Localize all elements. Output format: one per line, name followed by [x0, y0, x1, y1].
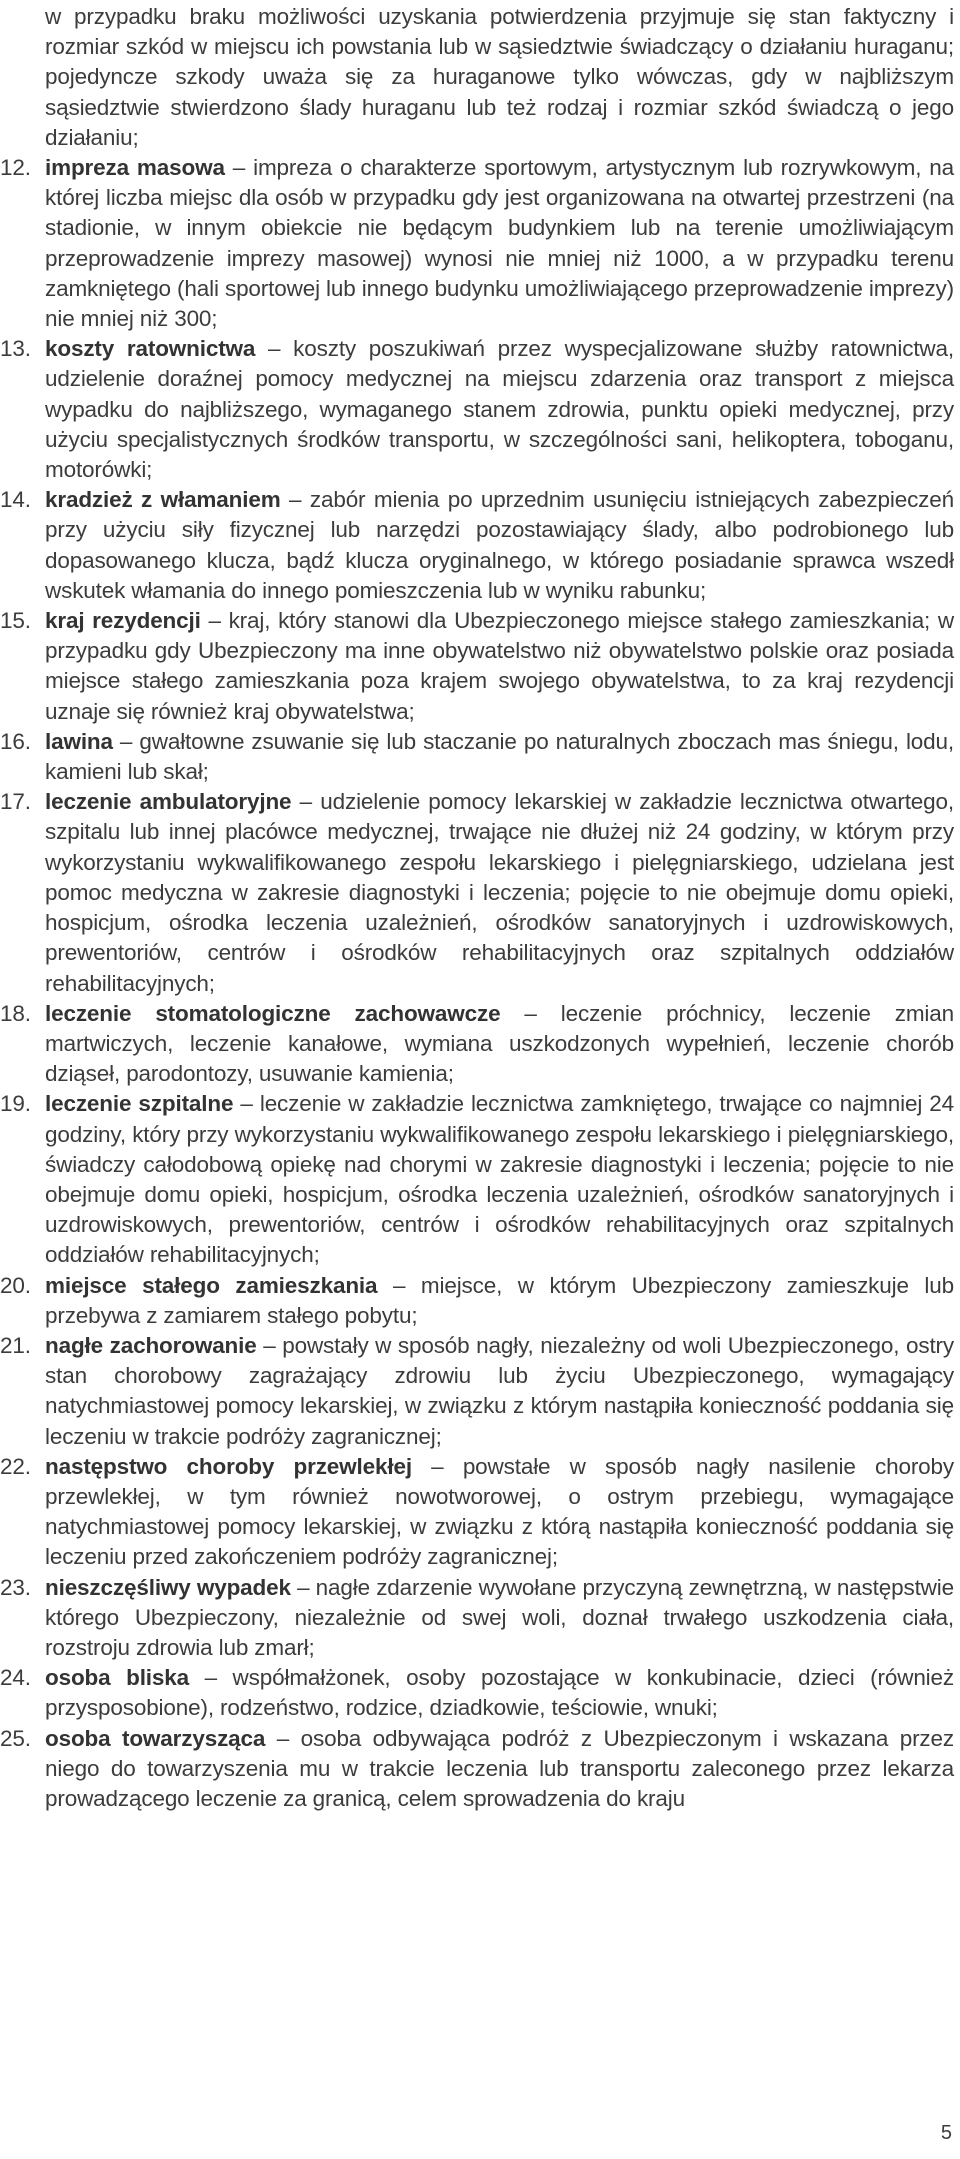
- definition-term: następstwo choroby przewlekłej: [45, 1453, 412, 1479]
- definition-text: – zabór mienia po uprzednim usunięciu istniejących zabezpieczeń przy użyciu siły fizycznej lub narzędzi pozostawiający ślady, albo podrobionego lub dopasowanego klucza, bądź klucza oryginalnego, w którego posiadanie sprawca wszedł wskutek włamania do innego pomieszczenia lub w wyniku rabunku;: [45, 487, 954, 603]
- definition-term: koszty ratownictwa: [45, 336, 256, 362]
- definition-text: – impreza o charakterze sportowym, artystycznym lub rozrywkowym, na której liczba miejsc dla osób w przypadku gdy jest organizowana na otwartej przestrzeni (na stadionie, w innym obiekcie nie będącym budynkiem lub na terenie umożliwiającym przeprowadzenie imprezy masowej) wynosi nie mniej niż 1000, a w przypadku terenu zamkniętego (hali sportowej lub innego budynku umożliwiającego przeprowadzenie imprezy) nie mniej niż 300;: [45, 155, 954, 332]
- definition-item: [0, 606, 954, 727]
- definition-item: [0, 334, 954, 485]
- definition-item: [0, 1724, 954, 1815]
- definition-number: 16.: [0, 728, 31, 754]
- definition-term: kradzież z włamaniem: [45, 487, 281, 513]
- definition-text: – powstały w sposób nagły, niezależny od woli Ubezpieczonego, ostry stan chorobowy zagrażający zdrowiu lub życiu Ubezpieczonego, wymagający natychmiastowej pomocy lekarskiej, w związku z którym nastąpiła konieczność poddania się leczeniu w trakcie podróży zagranicznej;: [45, 1332, 954, 1449]
- definition-text: – powstałe w sposób nagły nasilenie choroby przewlekłej, w tym również nowotworowej, o ostrym przebiegu, wymagające natychmiastowej pomocy lekarskiej, w związku z którą nastąpiła konieczność poddania się leczeniu przed zakończeniem podróży zagranicznej;: [45, 1453, 954, 1570]
- definition-number: 14.: [0, 487, 31, 513]
- definition-number: 20.: [0, 1272, 31, 1298]
- definition-item: [0, 1573, 954, 1664]
- definition-number: 18.: [0, 1000, 31, 1026]
- definition-text: – leczenie w zakładzie lecznictwa zamkniętego, trwające co najmniej 24 godziny, który przy wykorzystaniu wykwalifikowanego zespołu lekarskiego i pielęgniarskiego, świadczy całodobową opiekę nad chorymi w zakresie diagnostyki i leczenia; pojęcie to nie obejmuje domu opieki, hospicjum, ośrodka leczenia uzależnień, ośrodków sanatoryjnych i uzdrowiskowych, prewentoriów, centrów i ośrodków rehabilitacyjnych oraz szpitalnych oddziałów rehabilitacyjnych;: [45, 1091, 954, 1268]
- definition-number: 24.: [0, 1665, 31, 1691]
- intro-paragraph: w przypadku braku możliwości uzyskania potwierdzenia przyjmuje się stan faktyczny i rozmiar szkód w miejscu ich powstania lub w sąsiedztwie świadczący o działaniu huraganu; pojedyncze szkody uważa się za huraganowe tylko wówczas, gdy w najbliższym sąsiedztwie stwierdzono ślady huraganu lub też rodzaj i rozmiar szkód świadczą o jego działaniu;: [45, 4, 954, 150]
- definition-number: 12.: [0, 155, 31, 181]
- definition-text: – leczenie próchnicy, leczenie zmian martwiczych, leczenie kanałowe, wymiana uszkodzonych wypełnień, leczenie chorób dziąseł, parodontozy, usuwanie kamienia;: [45, 1000, 955, 1087]
- definition-item: [0, 1331, 954, 1452]
- definition-term: impreza masowa: [45, 155, 225, 181]
- definition-number: 15.: [0, 608, 31, 634]
- definition-term: kraj rezydencji: [45, 608, 201, 634]
- definition-number: 22.: [0, 1453, 31, 1479]
- definition-term: leczenie szpitalne: [45, 1091, 234, 1117]
- definition-number: 13.: [0, 336, 31, 362]
- definition-term: miejsce stałego zamieszkania: [45, 1272, 378, 1298]
- definition-item: [0, 153, 954, 334]
- definition-item: [0, 787, 954, 998]
- definition-text: – współmałżonek, osoby pozostające w konkubinacie, dzieci (również przysposobione), rodzeństwo, rodzice, dziadkowie, teściowie, wnuki;: [45, 1665, 954, 1721]
- definition-number: 19.: [0, 1091, 31, 1117]
- document-page: [0, 2, 955, 1814]
- definition-item: [0, 1271, 954, 1331]
- definition-term: leczenie ambulatoryjne: [45, 789, 292, 815]
- definition-item: [0, 999, 955, 1090]
- definition-text: – koszty poszukiwań przez wyspecjalizowane służby ratownictwa, udzielenie doraźnej pomocy medycznej na miejscu zdarzenia oraz transport z miejsca wypadku do najbliższego, wymaganego stanem zdrowia, punktu opieki medycznej, przy użyciu specjalistycznych środków transportu, w szczególności sani, helikoptera, toboganu, motorówki;: [45, 336, 954, 483]
- definition-term: osoba towarzysząca: [45, 1725, 266, 1751]
- definition-text: – miejsce, w którym Ubezpieczony zamieszkuje lub przebywa z zamiarem stałego pobytu;: [45, 1272, 954, 1328]
- definition-number: 25.: [0, 1725, 31, 1751]
- definition-term: lawina: [45, 728, 113, 754]
- page-number: 5: [940, 2122, 952, 2144]
- definition-text: – gwałtowne zsuwanie się lub staczanie po naturalnych zboczach mas śniegu, lodu, kamieni lub skał;: [45, 728, 954, 785]
- definition-item: [0, 1663, 954, 1723]
- definition-number: 21.: [0, 1332, 31, 1358]
- definition-text: – osoba odbywająca podróż z Ubezpieczonym i wskazana przez niego do towarzyszenia mu w trakcie leczenia lub transportu zaleconego przez lekarza prowadzącego leczenie za granicą, celem sprowadzenia do kraju: [45, 1725, 954, 1811]
- definition-term: leczenie stomatologiczne zachowawcze: [45, 1000, 501, 1026]
- definition-item: [0, 1089, 954, 1270]
- definition-item: [0, 1452, 954, 1573]
- definition-term: osoba bliska: [45, 1665, 189, 1691]
- definition-number: 17.: [0, 789, 31, 815]
- definition-text: – nagłe zdarzenie wywołane przyczyną zewnętrzną, w następstwie którego Ubezpieczony, niezależnie od swej woli, doznał trwałego uszkodzenia ciała, rozstroju zdrowia lub zmarł;: [45, 1574, 954, 1660]
- definition-number: 23.: [0, 1574, 31, 1600]
- definition-term: nagłe zachorowanie: [45, 1332, 257, 1358]
- definition-item: [0, 727, 954, 787]
- definition-text: – udzielenie pomocy lekarskiej w zakładzie lecznictwa otwartego, szpitalu lub innej placówce medycznej, trwające nie dłużej niż 24 godziny, w którym przy wykorzystaniu wykwalifikowanego zespołu lekarskiego i pielęgniarskiego, udzielana jest pomoc medyczna w zakresie diagnostyki i leczenia; pojęcie to nie obejmuje domu opieki, hospicjum, ośrodka leczenia uzależnień, ośrodków sanatoryjnych i uzdrowiskowych, prewentoriów, centrów i ośrodków rehabilitacyjnych oraz szpitalnych oddziałów rehabilitacyjnych;: [45, 789, 954, 996]
- definition-text: – kraj, który stanowi dla Ubezpieczonego miejsce stałego zamieszkania; w przypadku gdy Ubezpieczony ma inne obywatelstwo niż obywatelstwo polskie oraz posiada miejsce stałego zamieszkania poza krajem swojego obywatelstwa, to za kraj rezydencji uznaje się również kraj obywatelstwa;: [45, 608, 954, 724]
- definition-item: [0, 485, 954, 606]
- definition-term: nieszczęśliwy wypadek: [45, 1574, 291, 1600]
